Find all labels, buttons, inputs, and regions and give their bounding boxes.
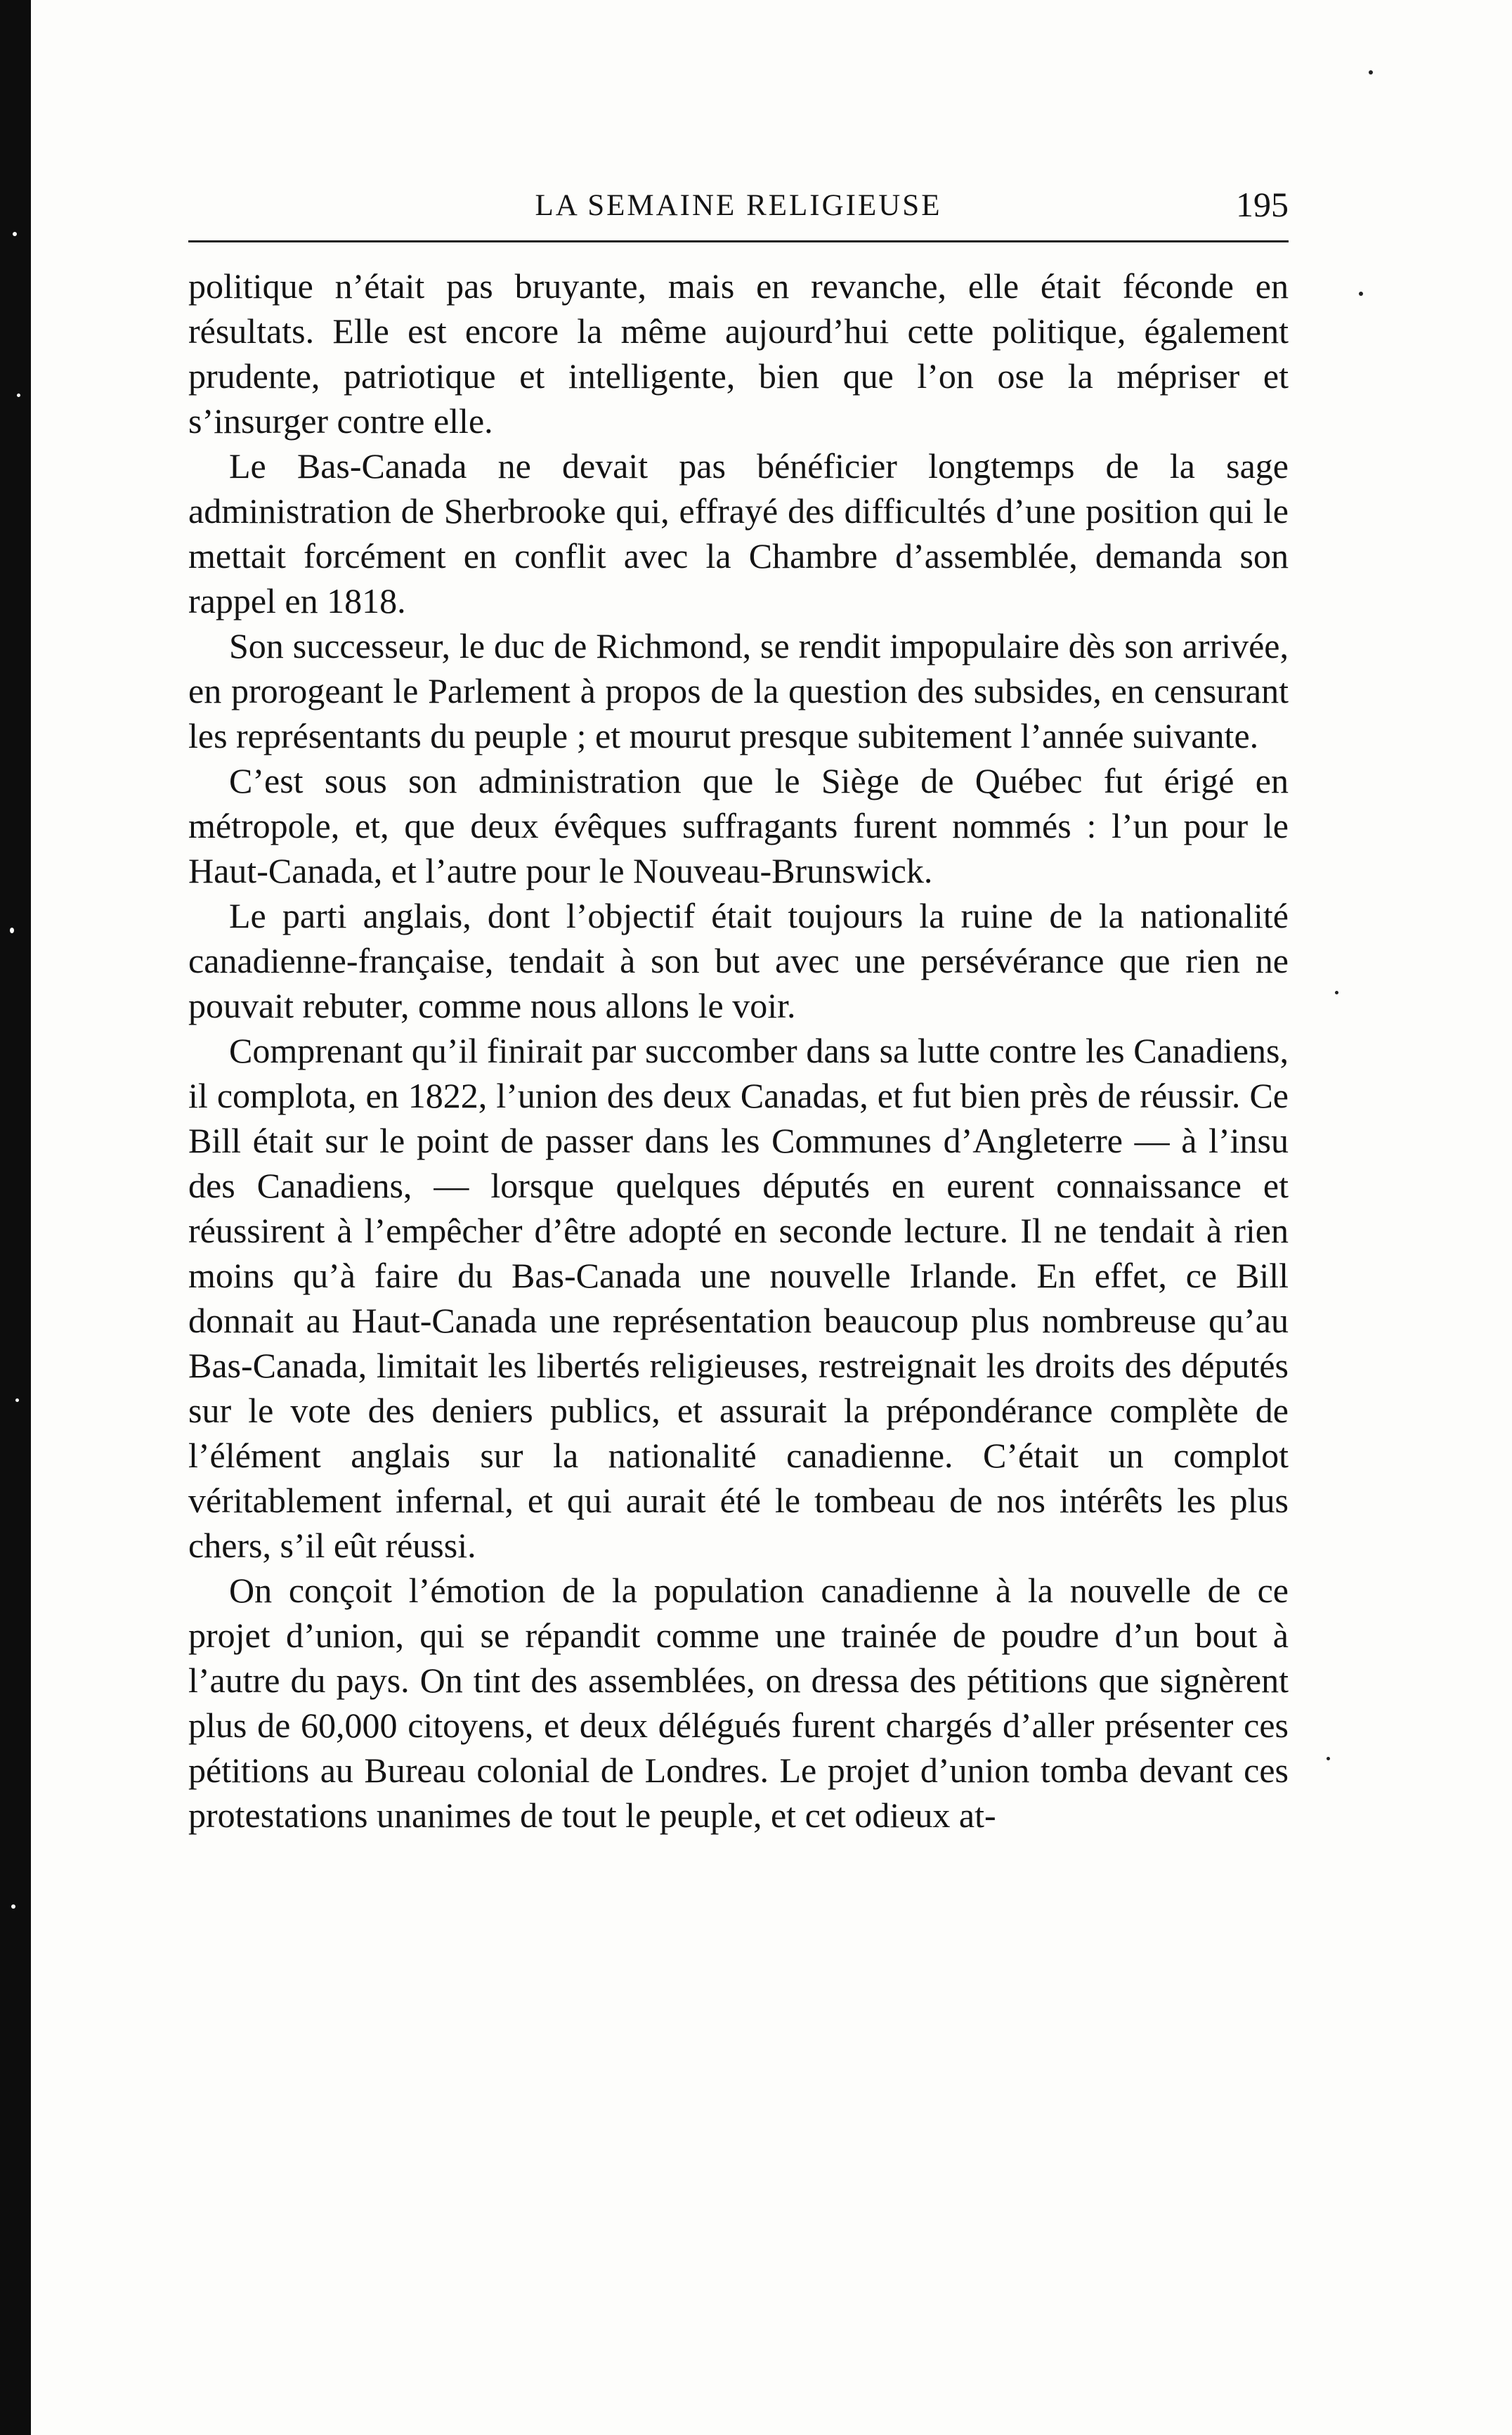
paragraph: Le parti anglais, dont l’objectif était toujours la ruine de la nationalité canadienne-française, tendait à son but avec une persévérance que rien ne pouvait rebuter, comme nous allons le voir. — [188, 896, 1289, 1025]
scan-mark — [1359, 292, 1363, 296]
paragraph: Son successeur, le duc de Richmond, se rendit impopulaire dès son arrivée, en prorogeant le Parlement à propos de la question des subsides, en censurant les représentants du peuple ; et mourut presque subitement l’année suivante. — [188, 626, 1289, 755]
binding-speck — [15, 1398, 19, 1402]
binding-speck — [13, 232, 17, 236]
paragraph: politique n’était pas bruyante, mais en revanche, elle était féconde en résultats. Elle est encore la même aujourd’hui cette politique, également prudente, patriotique et intelligente, bien que l’on ose la mépriser et s’insurger contre elle. — [188, 266, 1289, 441]
scan-mark — [1335, 991, 1338, 994]
scan-mark — [1327, 1757, 1330, 1760]
paragraph: Le Bas-Canada ne devait pas bénéficier longtemps de la sage administration de Sherbrooke qui, effrayé des difficultés d’une position qui le mettait forcément en conflit avec la Chambre d’assemblée, demanda son rappel en 1818. — [188, 446, 1289, 621]
binding-speck — [11, 1904, 15, 1909]
binding-speck — [17, 394, 20, 397]
book-page — [188, 169, 1289, 1838]
paragraph: On conçoit l’émotion de la population canadienne à la nouvelle de ce projet d’union, qui se répandit comme une trainée de poudre d’un bout à l’autre du pays. On tint des assemblées, on dressa des pétitions que signèrent plus de 60,000 citoyens, et deux délégués furent chargés d’aller présenter ces pétitions au Bureau colonial de Londres. Le projet d’union tomba devant ces protestations unanimes de tout le peuple, et cet odieux at- — [188, 1571, 1289, 1835]
header-rule — [188, 240, 1289, 242]
paragraph: Comprenant qu’il finirait par succomber dans sa lutte contre les Canadiens, il complota, en 1822, l’union des deux Canadas, et fut bien près de réussir. Ce Bill était sur le point de passer dans les Communes d’Angleterre — à l’insu des Canadiens, — lorsque quelques députés en eurent connaissance et réussirent à l’empêcher d’être adopté en seconde lecture. Il ne tendait à rien moins qu’à faire du Bas-Canada une nouvelle Irlande. En effet, ce Bill donnait au Haut-Canada une représentation beaucoup plus nombreuse qu’au Bas-Canada, limitait les libertés religieuses, restreignait les droits des députés sur le vote des deniers publics, et assurait la prépondérance complète de l’élément anglais sur la nationalité canadienne. C’était un complot véritablement infernal, et qui aurait été le tombeau de nos intérêts les plus chers, s’il eût réussi. — [188, 1031, 1289, 1565]
binding-speck — [10, 928, 14, 933]
binding-edge — [0, 0, 31, 2435]
page-number: 195 — [1236, 185, 1289, 224]
body-text — [188, 264, 1289, 1838]
scan-mark — [1369, 70, 1373, 74]
running-head — [188, 169, 1289, 232]
running-title: LA SEMAINE RELIGIEUSE — [535, 189, 942, 222]
paragraph: C’est sous son administration que le Siège de Québec fut érigé en métropole, et, que deux évêques suffragants furent nommés : l’un pour le Haut-Canada, et l’autre pour le Nouveau-Brunswick. — [188, 761, 1289, 890]
